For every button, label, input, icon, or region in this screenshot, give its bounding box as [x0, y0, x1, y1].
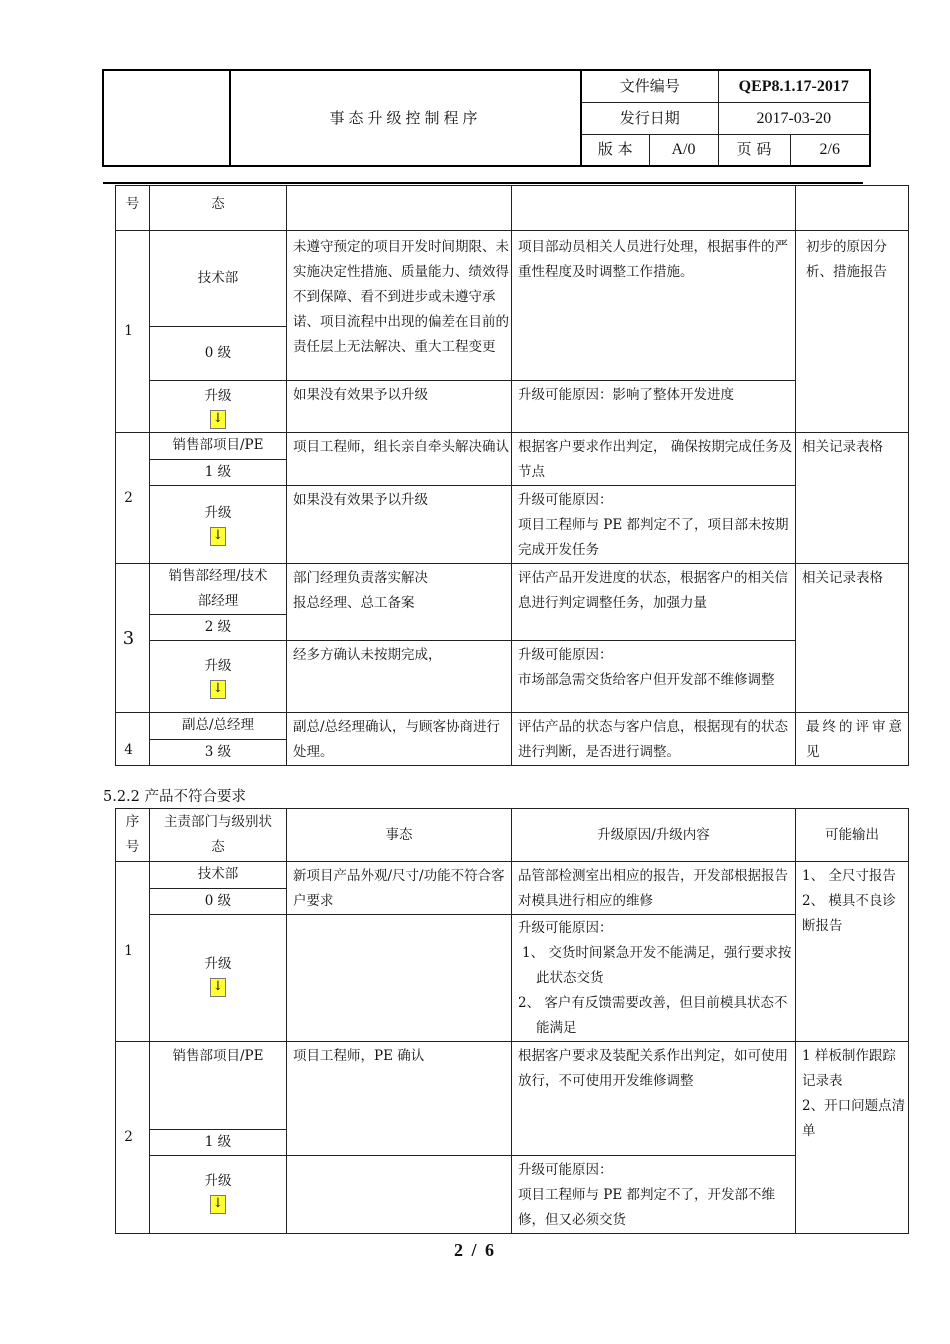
col-head-no: 序号 — [116, 809, 150, 862]
escalate-reason-text: 市场部急需交货给客户但开发部不维修调整 — [518, 672, 775, 688]
dept-cell: 销售部项目/PE — [150, 1042, 287, 1130]
date-label: 发行日期 — [581, 102, 718, 134]
dept-cell: 销售部项目/PE — [150, 433, 287, 460]
col-head-reason: 升级原因/升级内容 — [512, 809, 796, 862]
output-line: 2、开口问题点清单 — [802, 1098, 906, 1139]
document-header — [102, 69, 871, 167]
escalation-table-1 — [115, 185, 909, 766]
output-line: 1 样板制作跟踪记录表 — [802, 1048, 896, 1089]
escalate-reason — [512, 915, 796, 1042]
output-cell — [796, 862, 909, 1042]
event-line: 部门经理负责落实解决 — [293, 570, 428, 586]
page-value: 2/6 — [790, 134, 870, 166]
escalate-event: 如果没有效果予以升级 — [287, 486, 512, 564]
escalate-reason-item: 1、 交货时间紧急开发不能满足，强行要求按此状态交货 — [522, 945, 792, 986]
escalate-event: 如果没有效果予以升级 — [287, 381, 512, 433]
event-cell: 项目工程师，PE 确认 — [287, 1042, 512, 1156]
escalate-reason-title: 升级可能原因： — [518, 920, 613, 936]
down-arrow-icon: ↓ — [210, 978, 226, 997]
escalate-cell — [150, 381, 287, 433]
escalate-label: 升级 — [204, 388, 232, 404]
escalate-cell — [150, 486, 287, 564]
level-cell: 0 级 — [150, 888, 287, 915]
event-cell: 副总/总经理确认，与顾客协商进行处理。 — [287, 713, 512, 766]
logo-cell — [103, 70, 230, 166]
action-cell: 根据客户要求作出判定， 确保按期完成任务及节点 — [512, 433, 796, 486]
version-value: A/0 — [649, 134, 718, 166]
col-head-dept: 主责部门与级别状态 — [150, 809, 287, 862]
level-cell: 1 级 — [150, 459, 287, 486]
escalate-cell — [150, 1156, 287, 1234]
action-cell: 根据客户要求及装配关系作出判定，如可使用放行，不可使用开发维修调整 — [512, 1042, 796, 1156]
action-cell: 评估产品的状态与客户信息，根据现有的状态进行判断，是否进行调整。 — [512, 713, 796, 766]
dept-cell: 销售部经理/技术部经理 — [150, 564, 287, 615]
dept-cell: 技术部 — [150, 862, 287, 889]
row-no: 1 — [116, 862, 150, 1042]
col-head-event: 事态 — [287, 809, 512, 862]
section-heading: 5.2.2 产品不符合要求 — [103, 789, 247, 805]
escalate-reason — [512, 641, 796, 713]
escalate-reason-item: 2、 客户有反馈需要改善，但目前模具状态不能满足 — [518, 995, 788, 1036]
row-no: 2 — [116, 1042, 150, 1234]
row-no: 2 — [116, 433, 150, 564]
action-cell: 评估产品开发进度的状态，根据客户的相关信息进行判定调整任务，加强力量 — [512, 564, 796, 641]
output-cell: 相关记录表格 — [796, 433, 909, 564]
page-label: 页 码 — [718, 134, 790, 166]
event-cell — [287, 564, 512, 641]
escalate-reason — [512, 486, 796, 564]
escalate-reason-text: 项目工程师与 PE 都判定不了，开发部不维修，但又必须交货 — [518, 1187, 776, 1228]
level-cell: 1 级 — [150, 1130, 287, 1156]
escalate-label: 升级 — [204, 658, 232, 674]
doc-no-value: QEP8.1.17-2017 — [718, 70, 870, 102]
escalate-reason-title: 升级可能原因： — [518, 647, 613, 663]
date-value: 2017-03-20 — [718, 102, 870, 134]
event-cell: 项目工程师，组长亲自牵头解决确认 — [287, 433, 512, 486]
escalate-event — [287, 1156, 512, 1234]
output-line: 1、 全尺寸报告 — [802, 868, 896, 884]
col-head-state: 态 — [150, 186, 287, 231]
col-head-no: 号 — [116, 186, 150, 231]
escalate-label: 升级 — [204, 1173, 232, 1189]
level-cell: 0 级 — [150, 327, 287, 381]
row-no: 4 — [116, 713, 150, 766]
escalate-cell — [150, 641, 287, 713]
escalate-event: 经多方确认未按期完成， — [287, 641, 512, 713]
row-no: 3 — [116, 564, 150, 713]
action-cell: 项目部动员相关人员进行处理，根据事件的严重性程度及时调整工作措施。 — [512, 231, 796, 381]
level-cell: 2 级 — [150, 615, 287, 641]
output-cell: 初步的原因分析、措施报告 — [796, 231, 909, 433]
page-title: 事态升级控制程序 — [230, 70, 581, 166]
escalate-cell — [150, 915, 287, 1042]
escalate-reason-title: 升级可能原因： — [518, 492, 613, 508]
escalate-label: 升级 — [204, 505, 232, 521]
dept-cell: 副总/总经理 — [150, 713, 287, 740]
doc-no-label: 文件编号 — [581, 70, 718, 102]
down-arrow-icon: ↓ — [210, 410, 226, 429]
escalate-reason-text: 项目工程师与 PE 都判定不了，项目部未按期完成开发任务 — [518, 517, 789, 558]
output-cell: 最终的评审意见 — [796, 713, 909, 766]
escalate-reason — [512, 1156, 796, 1234]
down-arrow-icon: ↓ — [210, 680, 226, 699]
escalation-table-2 — [115, 808, 909, 1234]
page-footer: 2 / 6 — [453, 1240, 496, 1260]
down-arrow-icon: ↓ — [210, 527, 226, 546]
dept-cell: 技术部 — [150, 231, 287, 327]
escalate-reason-title: 升级可能原因： — [518, 1162, 613, 1178]
event-cell: 新项目产品外观/尺寸/功能不符合客户要求 — [287, 862, 512, 915]
output-line: 2、 模具不良诊断报告 — [802, 893, 896, 934]
level-cell: 3 级 — [150, 739, 287, 766]
down-arrow-icon: ↓ — [210, 1195, 226, 1214]
action-cell: 品管部检测室出相应的报告，开发部根据报告对模具进行相应的维修 — [512, 862, 796, 915]
output-cell — [796, 1042, 909, 1234]
event-line: 报总经理、总工备案 — [293, 595, 415, 611]
version-label: 版 本 — [581, 134, 649, 166]
escalate-reason: 升级可能原因：影响了整体开发进度 — [512, 381, 796, 433]
output-cell: 相关记录表格 — [796, 564, 909, 713]
escalate-event — [287, 915, 512, 1042]
row-no: 1 — [116, 231, 150, 433]
event-cell: 未遵守预定的项目开发时间期限、未实施决定性措施、质量能力、绩效得不到保障、看不到进步或未遵守承诺、项目流程中出现的偏差在目前的责任层上无法解决、重大工程变更 — [287, 231, 512, 381]
escalate-label: 升级 — [204, 956, 232, 972]
col-head-output: 可能输出 — [796, 809, 909, 862]
header-rule — [103, 182, 863, 184]
